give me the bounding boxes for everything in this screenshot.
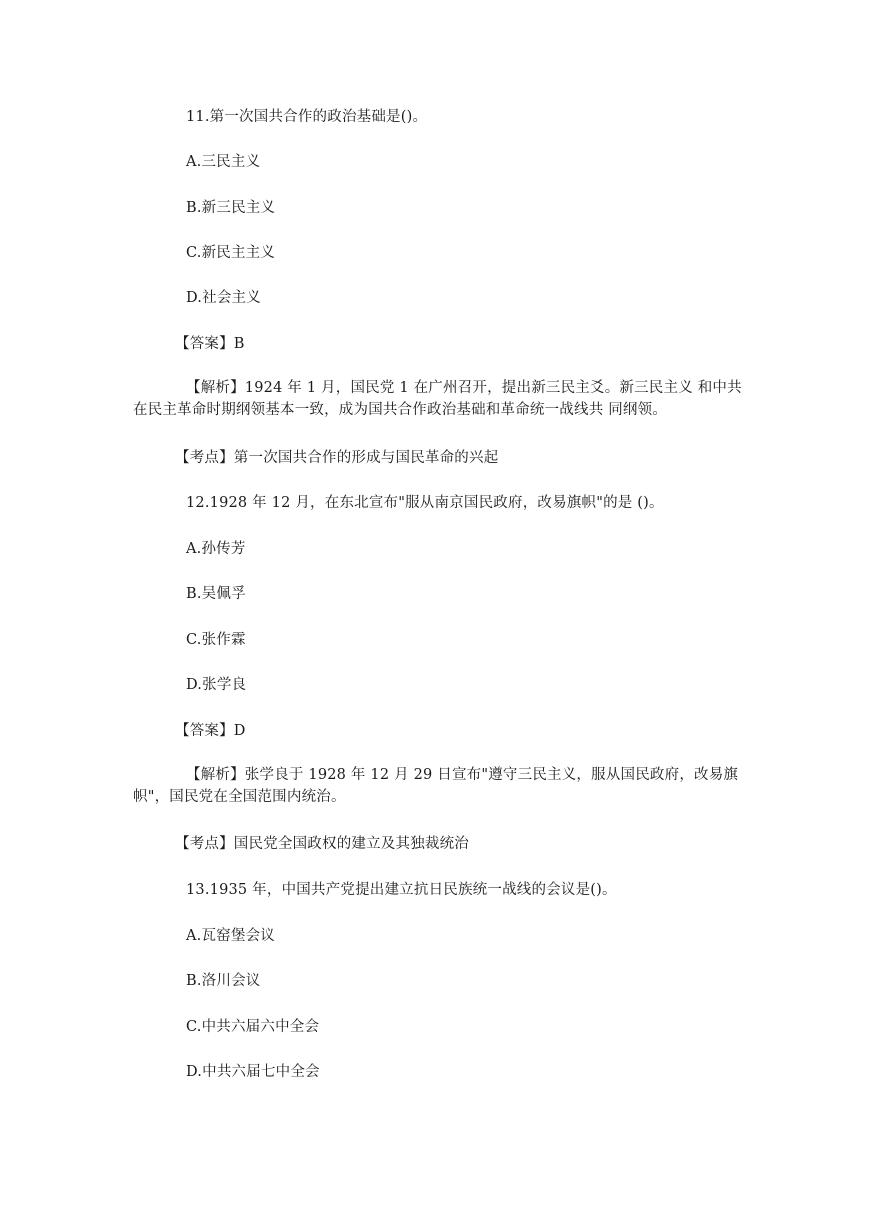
question-11-analysis: 【解析】1924 年 1 月，国民党 1 在广州召开，提出新三民主爻。新三民主义 和中共在民主革命时期纲领基本一致，成为国共合作政治基础和革命统一战线共 同纲领。 [133,380,742,418]
question-13-option-b: B.洛川会议 [186,973,261,989]
question-12-option-a: A.孙传芳 [186,541,246,557]
question-12-stem: 12.1928 年 12 月，在东北宣布"服从南京国民政府，改易旗帜"的是 ()。 [186,495,664,511]
question-11-option-a: A.三民主义 [186,154,261,170]
question-11-option-c: C.新民主主义 [186,245,276,261]
question-12-answer: 【答案】D [175,723,246,739]
question-11-option-d: D.社会主义 [186,290,261,306]
question-13-option-d: D.中共六届七中全会 [186,1064,320,1080]
question-12-point: 【考点】国民党全国政权的建立及其独裁统治 [175,836,469,852]
question-11-answer: 【答案】B [175,336,245,352]
question-12-option-c: C.张作霖 [186,632,246,648]
question-13-stem: 13.1935 年，中国共产党提出建立抗日民族统一战线的会议是()。 [186,882,617,898]
question-12-option-d: D.张学良 [186,677,247,693]
question-11-point: 【考点】第一次国共合作的形成与国民革命的兴起 [175,450,499,466]
question-11-stem: 11.第一次国共合作的政治基础是()。 [186,109,428,125]
question-12-analysis: 【解析】张学良于 1928 年 12 月 29 日宣布"遵守三民主义，服从国民政府，改易旗帜"，国民党在全国范围内统治。 [133,767,739,805]
question-13-option-c: C.中共六届六中全会 [186,1019,320,1035]
question-12-option-b: B.吴佩孚 [186,586,246,602]
question-11-option-b: B.新三民主义 [186,200,276,216]
question-13-option-a: A.瓦窑堡会议 [186,928,275,944]
